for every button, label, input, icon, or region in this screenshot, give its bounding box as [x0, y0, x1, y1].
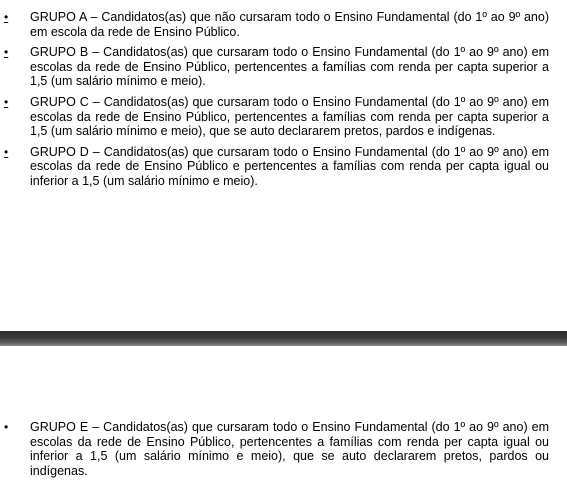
list-item-grupo-a — [0, 10, 567, 39]
grupo-d-text: GRUPO D – Candidatos(as) que cursaram todo o Ensino Fundamental (do 1º ao 9º ano) em escolas da rede de Ensino Público e pertencentes a famílias com renda per capta igual ou inferior a 1,5 (um salário mínimo e meio). — [30, 144, 549, 188]
bullet-icon: • — [4, 420, 9, 434]
list-item-grupo-d — [0, 145, 567, 189]
group-list-bottom — [0, 420, 567, 484]
grupo-b-text: GRUPO B – Candidatos(as) que cursaram todo o Ensino Fundamental (do 1º ao 9º ano) em escolas da rede de Ensino Público, pertencentes a famílias com renda per capta superior a 1,5 (um salário mínimo e meio). — [30, 45, 549, 89]
bullet-icon: • — [4, 144, 9, 159]
bullet-icon: • — [4, 94, 9, 109]
grupo-e-text: GRUPO E – Candidatos(as) que cursaram todo o Ensino Fundamental (do 1º ao 9º ano) em escolas da rede de Ensino Público, pertencentes a famílias com renda per capta igual ou inferior a 1,5 (um salário mínimo e meio), que se auto declararem pretos, pardos ou indígenas. — [30, 420, 549, 478]
page-break-divider — [0, 331, 567, 346]
bullet-icon: • — [4, 10, 9, 24]
grupo-c-text: GRUPO C – Candidatos(as) que cursaram todo o Ensino Fundamental (do 1º ao 9º ano) em escolas da rede de Ensino Público, pertencentes a famílias com renda per capta superior a 1,5 (um salário mínimo e meio), que se auto declararem pretos, pardos e indígenas. — [30, 94, 549, 139]
group-list-top — [0, 10, 567, 195]
grupo-a-text: GRUPO A – Candidatos(as) que não cursaram todo o Ensino Fundamental (do 1º ao 9º ano) em escola da rede de Ensino Público. — [30, 10, 549, 39]
list-item-grupo-b — [0, 45, 567, 89]
bullet-icon: • — [4, 45, 9, 60]
list-item-grupo-e — [0, 420, 567, 478]
list-item-grupo-c — [0, 95, 567, 139]
